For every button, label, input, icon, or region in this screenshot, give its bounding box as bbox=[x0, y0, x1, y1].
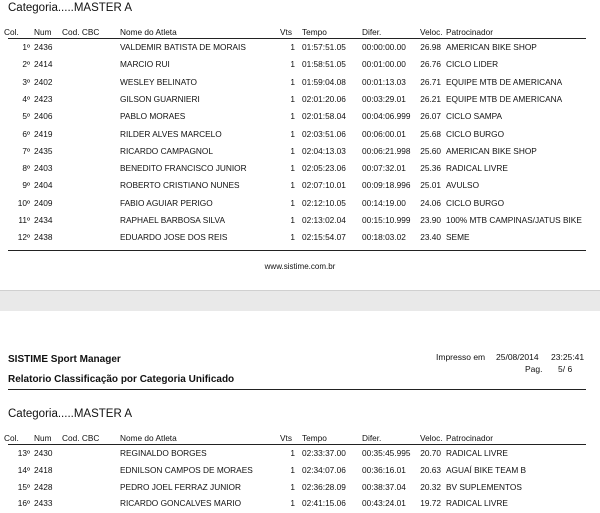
cell-vts: 1 bbox=[290, 481, 295, 492]
cell-tempo: 02:41:15.06 bbox=[302, 498, 346, 509]
header-nome: Nome do Atleta bbox=[120, 27, 177, 37]
cell-vts: 1 bbox=[290, 93, 295, 104]
cell-patr: 100% MTB CAMPINAS/JATUS BIKE bbox=[446, 215, 582, 225]
table-row bbox=[0, 59, 600, 71]
header-cbc: Cod. CBC bbox=[62, 27, 100, 37]
cell-patr: AMERICAN BIKE SHOP bbox=[446, 42, 537, 52]
header-veloc: Veloc. bbox=[420, 433, 443, 443]
cell-vts: 1 bbox=[290, 215, 295, 225]
cell-vts: 1 bbox=[290, 111, 295, 122]
header-patr: Patrocinador bbox=[446, 27, 494, 37]
cell-veloc: 26.21 bbox=[420, 93, 441, 104]
cell-col: 15º bbox=[17, 481, 30, 492]
cell-veloc: 26.76 bbox=[420, 59, 441, 70]
cell-patr: CICLO SAMPA bbox=[446, 111, 503, 122]
cell-col: 5º bbox=[22, 111, 30, 122]
header-difer: Difer. bbox=[362, 433, 382, 443]
header-col: Col. bbox=[4, 433, 19, 443]
cell-veloc: 24.06 bbox=[420, 197, 441, 208]
table-row bbox=[0, 215, 600, 227]
table-row bbox=[0, 146, 600, 158]
cell-veloc: 23.40 bbox=[420, 232, 441, 243]
cell-veloc: 19.72 bbox=[420, 498, 441, 509]
category-title: Categoria.....MASTER A bbox=[8, 2, 132, 14]
cell-veloc: 25.36 bbox=[420, 163, 441, 174]
table-row bbox=[0, 111, 600, 123]
report-header-divider bbox=[8, 389, 586, 390]
cell-difer: 00:38:37.04 bbox=[362, 481, 406, 492]
cell-num: 2419 bbox=[34, 128, 53, 139]
report-title: Relatorio Classificação por Categoria Unificado bbox=[8, 374, 235, 385]
cell-difer: 00:06:00.01 bbox=[362, 128, 406, 139]
cell-nome: ROBERTO CRISTIANO NUNES bbox=[120, 180, 240, 191]
cell-difer: 00:01:13.03 bbox=[362, 76, 406, 87]
cell-difer: 00:14:19.00 bbox=[362, 197, 406, 208]
page-separator bbox=[0, 290, 600, 312]
cell-vts: 1 bbox=[290, 76, 295, 87]
cell-difer: 00:04:06.999 bbox=[362, 111, 411, 122]
table-row bbox=[0, 448, 600, 460]
cell-veloc: 25.01 bbox=[420, 180, 441, 191]
cell-veloc: 26.98 bbox=[420, 42, 441, 52]
cell-tempo: 01:58:51.05 bbox=[302, 59, 346, 70]
cell-col: 4º bbox=[22, 93, 30, 104]
cell-tempo: 02:36:28.09 bbox=[302, 481, 346, 492]
results-page-lower bbox=[0, 311, 600, 513]
cell-col: 7º bbox=[22, 145, 30, 156]
cell-nome: BENEDITO FRANCISCO JUNIOR bbox=[120, 163, 247, 174]
table-row bbox=[0, 198, 600, 210]
cell-difer: 00:07:32.01 bbox=[362, 163, 406, 174]
cell-col: 14º bbox=[17, 464, 30, 475]
cell-tempo: 02:04:13.03 bbox=[302, 145, 346, 156]
cell-difer: 00:43:24.01 bbox=[362, 498, 406, 509]
cell-tempo: 01:57:51.05 bbox=[302, 42, 346, 52]
cell-patr: CICLO BURGO bbox=[446, 197, 505, 208]
cell-veloc: 20.63 bbox=[420, 464, 441, 475]
cell-col: 3º bbox=[22, 76, 30, 87]
cell-num: 2404 bbox=[34, 180, 53, 191]
cell-difer: 00:00:00.00 bbox=[362, 42, 406, 52]
cell-patr: RADICAL LIVRE bbox=[446, 498, 508, 509]
cell-patr: BV SUPLEMENTOS bbox=[446, 481, 522, 492]
cell-patr: AVULSO bbox=[446, 180, 480, 191]
header-vts: Vts bbox=[280, 433, 292, 443]
cell-tempo: 02:33:37.00 bbox=[302, 448, 346, 458]
table-row bbox=[0, 498, 600, 510]
header-divider-2 bbox=[8, 444, 586, 445]
cell-nome: WESLEY BELINATO bbox=[120, 76, 198, 87]
cell-vts: 1 bbox=[290, 145, 295, 156]
cell-vts: 1 bbox=[290, 59, 295, 70]
cell-difer: 00:35:45.995 bbox=[362, 448, 411, 458]
cell-patr: EQUIPE MTB DE AMERICANA bbox=[446, 76, 563, 87]
header-vts: Vts bbox=[280, 27, 292, 37]
cell-num: 2406 bbox=[34, 111, 53, 122]
cell-veloc: 20.70 bbox=[420, 448, 441, 458]
cell-patr: AGUAÍ BIKE TEAM B bbox=[446, 464, 527, 475]
cell-veloc: 25.68 bbox=[420, 128, 441, 139]
cell-nome: FABIO AGUIAR PERIGO bbox=[120, 197, 213, 208]
cell-veloc: 26.71 bbox=[420, 76, 441, 87]
cell-vts: 1 bbox=[290, 232, 295, 243]
cell-num: 2438 bbox=[34, 232, 53, 243]
page-label: Pag. bbox=[525, 364, 543, 374]
cell-col: 9º bbox=[22, 180, 30, 191]
cell-difer: 00:06:21.998 bbox=[362, 145, 411, 156]
cell-num: 2436 bbox=[34, 42, 53, 52]
cell-col: 2º bbox=[22, 59, 30, 70]
cell-difer: 00:09:18.996 bbox=[362, 180, 411, 191]
printed-date: 25/08/2014 bbox=[496, 352, 539, 362]
cell-difer: 00:36:16.01 bbox=[362, 464, 406, 475]
header-col: Col. bbox=[4, 27, 19, 37]
cell-nome: MARCIO RUI bbox=[120, 59, 170, 70]
cell-col: 13º bbox=[17, 448, 30, 458]
table-row bbox=[0, 94, 600, 106]
cell-num: 2435 bbox=[34, 145, 53, 156]
cell-vts: 1 bbox=[290, 498, 295, 509]
cell-num: 2430 bbox=[34, 448, 53, 458]
cell-patr: AMERICAN BIKE SHOP bbox=[446, 145, 537, 156]
cell-vts: 1 bbox=[290, 448, 295, 458]
header-tempo: Tempo bbox=[302, 27, 327, 37]
header-divider bbox=[8, 38, 586, 39]
cell-vts: 1 bbox=[290, 128, 295, 139]
cell-num: 2418 bbox=[34, 464, 53, 475]
cell-difer: 00:03:29.01 bbox=[362, 93, 406, 104]
cell-col: 11º bbox=[18, 215, 30, 225]
table-row bbox=[0, 42, 600, 54]
cell-num: 2423 bbox=[34, 93, 53, 104]
cell-vts: 1 bbox=[290, 42, 295, 52]
printed-time: 23:25:41 bbox=[551, 352, 585, 362]
cell-nome: RICARDO GONCALVES MARIO bbox=[120, 498, 242, 509]
cell-patr: RADICAL LIVRE bbox=[446, 163, 508, 174]
cell-tempo: 02:05:23.06 bbox=[302, 163, 346, 174]
cell-tempo: 02:13:02.04 bbox=[302, 215, 346, 225]
cell-num: 2434 bbox=[34, 215, 53, 225]
cell-patr: CICLO LIDER bbox=[446, 59, 499, 70]
cell-tempo: 02:01:20.06 bbox=[302, 93, 346, 104]
cell-difer: 00:15:10.999 bbox=[362, 215, 411, 225]
cell-nome: PABLO MORAES bbox=[120, 111, 186, 122]
header-veloc: Veloc. bbox=[420, 27, 443, 37]
cell-vts: 1 bbox=[290, 163, 295, 174]
table-row bbox=[0, 232, 600, 244]
header-tempo: Tempo bbox=[302, 433, 327, 443]
cell-vts: 1 bbox=[290, 197, 295, 208]
table-row bbox=[0, 129, 600, 141]
cell-vts: 1 bbox=[290, 464, 295, 475]
cell-patr: CICLO BURGO bbox=[446, 128, 505, 139]
table-end-divider bbox=[8, 250, 586, 251]
cell-nome: GILSON GUARNIERI bbox=[120, 93, 200, 104]
cell-nome: EDUARDO JOSE DOS REIS bbox=[120, 232, 228, 243]
cell-nome: RILDER ALVES MARCELO bbox=[120, 128, 222, 139]
table-row bbox=[0, 180, 600, 192]
cell-col: 8º bbox=[22, 163, 30, 174]
cell-veloc: 20.32 bbox=[420, 481, 441, 492]
header-num: Num bbox=[34, 433, 52, 443]
cell-num: 2403 bbox=[34, 163, 53, 174]
cell-num: 2433 bbox=[34, 498, 53, 509]
system-title: SISTIME Sport Manager bbox=[8, 354, 121, 365]
header-num: Num bbox=[34, 27, 52, 37]
table-row bbox=[0, 482, 600, 494]
table-row bbox=[0, 465, 600, 477]
printed-label: Impresso em bbox=[436, 352, 486, 362]
header-nome: Nome do Atleta bbox=[120, 433, 177, 443]
header-cbc: Cod. CBC bbox=[62, 433, 100, 443]
cell-tempo: 02:12:10.05 bbox=[302, 197, 346, 208]
cell-nome: PEDRO JOEL FERRAZ JUNIOR bbox=[120, 481, 241, 492]
website-footer: www.sistime.com.br bbox=[264, 262, 336, 271]
cell-num: 2402 bbox=[34, 76, 53, 87]
cell-nome: EDNILSON CAMPOS DE MORAES bbox=[120, 464, 253, 475]
cell-nome: RICARDO CAMPAGNOL bbox=[120, 145, 213, 156]
cell-num: 2428 bbox=[34, 481, 53, 492]
cell-tempo: 02:07:10.01 bbox=[302, 180, 346, 191]
cell-col: 6º bbox=[22, 128, 30, 139]
cell-veloc: 26.07 bbox=[420, 111, 441, 122]
cell-difer: 00:01:00.00 bbox=[362, 59, 406, 70]
header-difer: Difer. bbox=[362, 27, 382, 37]
cell-num: 2414 bbox=[34, 59, 53, 70]
cell-tempo: 02:15:54.07 bbox=[302, 232, 346, 243]
cell-patr: RADICAL LIVRE bbox=[446, 448, 508, 458]
cell-col: 16º bbox=[17, 498, 30, 509]
cell-col: 1º bbox=[22, 42, 30, 52]
table-row bbox=[0, 77, 600, 89]
cell-tempo: 01:59:04.08 bbox=[302, 76, 346, 87]
cell-num: 2409 bbox=[34, 197, 53, 208]
cell-vts: 1 bbox=[290, 180, 295, 191]
cell-nome: VALDEMIR BATISTA DE MORAIS bbox=[120, 42, 246, 52]
cell-veloc: 23.90 bbox=[420, 215, 441, 225]
cell-difer: 00:18:03.02 bbox=[362, 232, 406, 243]
cell-patr: EQUIPE MTB DE AMERICANA bbox=[446, 93, 563, 104]
cell-nome: REGINALDO BORGES bbox=[120, 448, 207, 458]
cell-col: 12º bbox=[17, 232, 30, 243]
cell-col: 10º bbox=[17, 197, 30, 208]
cell-tempo: 02:34:07.06 bbox=[302, 464, 346, 475]
cell-nome: RAPHAEL BARBOSA SILVA bbox=[120, 215, 225, 225]
header-patr: Patrocinador bbox=[446, 433, 494, 443]
category-title-2: Categoria.....MASTER A bbox=[8, 408, 132, 420]
cell-tempo: 02:01:58.04 bbox=[302, 111, 346, 122]
cell-veloc: 25.60 bbox=[420, 145, 441, 156]
page-number: 5/ 6 bbox=[558, 364, 573, 374]
cell-tempo: 02:03:51.06 bbox=[302, 128, 346, 139]
table-row bbox=[0, 163, 600, 175]
cell-patr: SEME bbox=[446, 232, 470, 243]
